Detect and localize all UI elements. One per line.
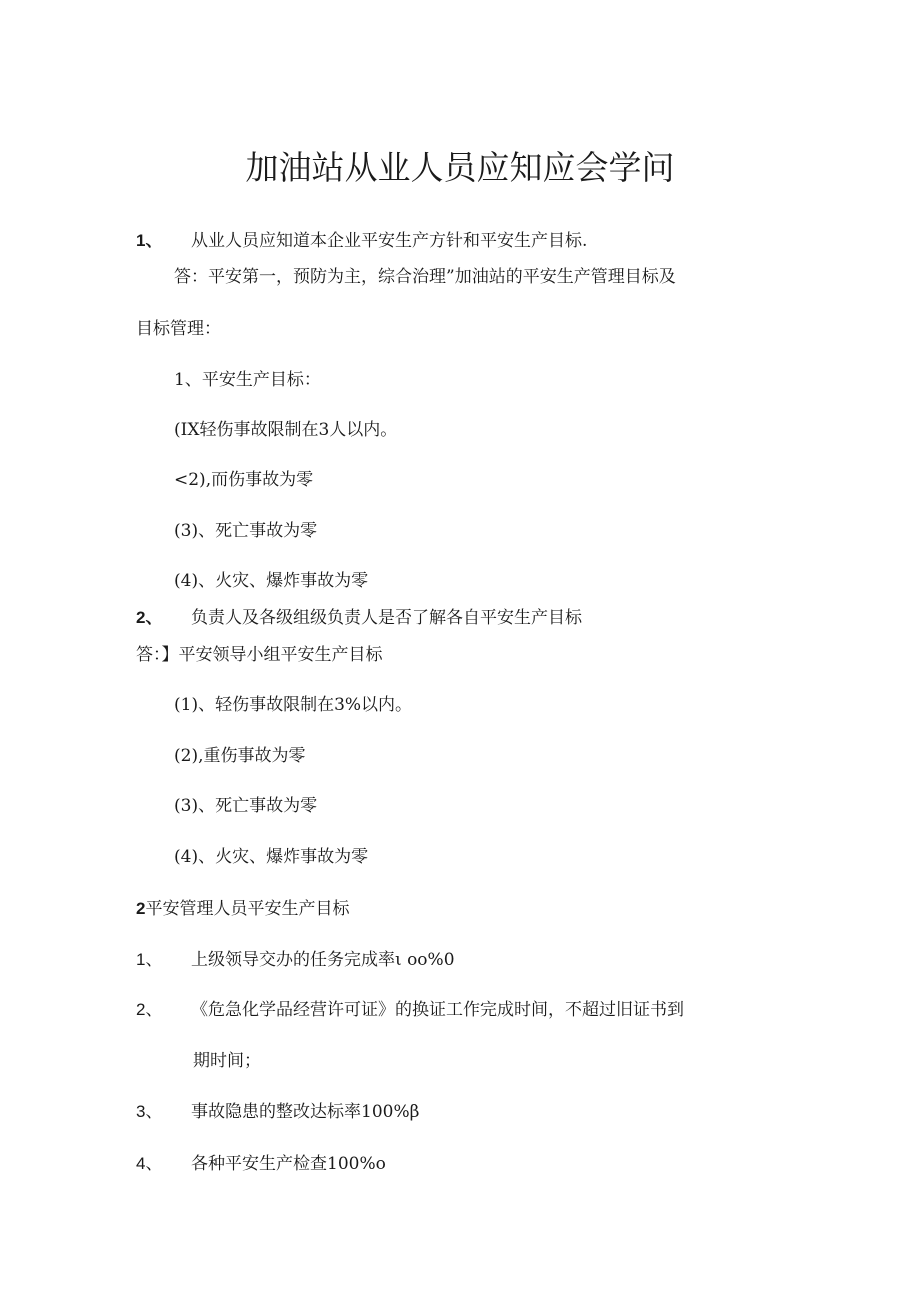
- q2-question: 负责人及各级组级负责人是否了解各自平安生产目标: [191, 608, 582, 628]
- q2-number: 2、: [136, 608, 163, 627]
- q1-answer-line1: 答：平安第一，预防为主，综合治理”加油站的平安生产管理目标及: [174, 267, 676, 287]
- q1-item-3: (3)、死亡事故为零: [174, 521, 318, 541]
- section2-item-3-text: 事故隐患的整改达标率100%β: [191, 1102, 420, 1122]
- section2-item-2-text: 《危急化学品经营许可证》的换证工作完成时间，不超过旧证书到: [191, 1000, 684, 1020]
- q2-item-4: (4)、火灾、爆炸事故为零: [174, 847, 369, 867]
- section2-heading: [136, 897, 349, 921]
- q2-item-2: (2),重伤事故为零: [174, 746, 306, 766]
- section2-item-2-number: 2、: [136, 1000, 163, 1019]
- q1-item-2: <2),而伤事故为零: [174, 470, 314, 490]
- page-title: 加油站从业人员应知应会学问: [245, 148, 675, 187]
- q2-item-3: (3)、死亡事故为零: [174, 796, 318, 816]
- q2-answer-heading: 答：】平安领导小组平安生产目标: [136, 645, 383, 665]
- section2-item-1-number: 1、: [136, 950, 163, 969]
- section2-item-4-text: 各种平安生产检查100%o: [191, 1154, 386, 1174]
- section2-heading-text: 平安管理人员平安生产目标: [145, 899, 350, 919]
- section2-item-1-text: 上级领导交办的任务完成率ι oo%0: [191, 950, 455, 970]
- q1-item-4: (4)、火灾、爆炸事故为零: [174, 571, 369, 591]
- q1-number: 1、: [136, 231, 163, 250]
- section2-heading-number: 2: [136, 899, 146, 918]
- section2-item-2-continuation: 期时间；: [193, 1051, 261, 1071]
- q1-answer-line2: 目标管理：: [136, 319, 221, 339]
- q2-item-1: (1)、轻伤事故限制在3%以内。: [174, 695, 413, 715]
- q1-item-1: (IX轻伤事故限制在3人以内。: [174, 420, 398, 440]
- q1-question: 从业人员应知道本企业平安生产方针和平安生产目标.: [191, 231, 588, 251]
- section2-item-3-number: 3、: [136, 1102, 163, 1121]
- q1-subheading: 1、平安生产目标：: [174, 370, 321, 390]
- section2-item-4-number: 4、: [136, 1154, 163, 1173]
